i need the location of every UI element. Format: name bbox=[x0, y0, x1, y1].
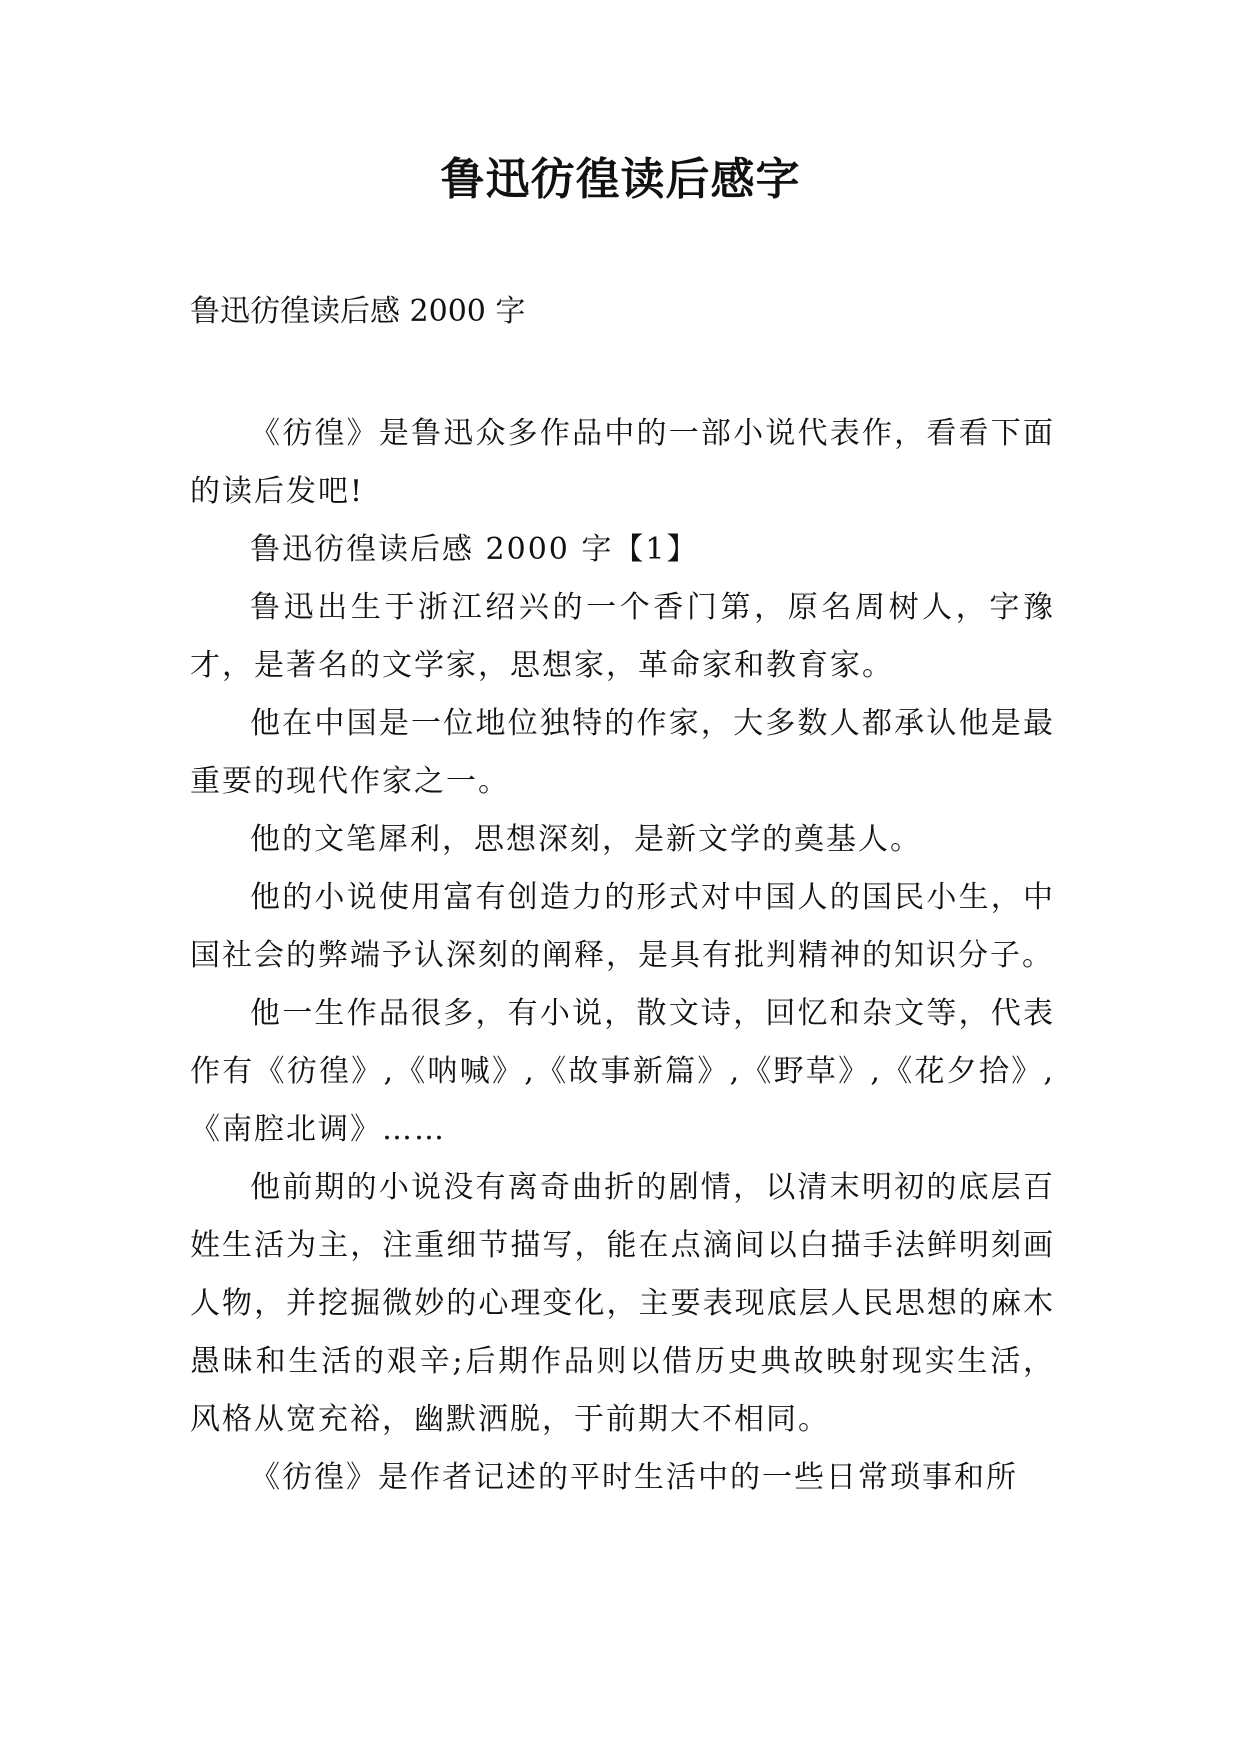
document-subtitle: 鲁迅彷徨读后感 2000 字 bbox=[190, 294, 526, 329]
paragraph: 《彷徨》是作者记述的平时生活中的一些日常琐事和所 bbox=[250, 1460, 1018, 1495]
paragraph: 他的小说使用富有创造力的形式对中国人的国民小生，中国社会的弊端予认深刻的阐释，是具有批判精神的知识分子。 bbox=[190, 880, 1055, 973]
paragraph: 他前期的小说没有离奇曲折的剧情，以清末明初的底层百姓生活为主，注重细节描写，能在点滴间以白描手法鲜明刻画人物，并挖掘微妙的心理变化，主要表现底层人民思想的麻木愚昧和生活的艰辛;后期作品则以借历史典故映射现实生活，风格从宽充裕，幽默洒脱，于前期大不相同。 bbox=[190, 1170, 1055, 1437]
paragraph: 《彷徨》是鲁迅众多作品中的一部小说代表作，看看下面的读后发吧! bbox=[190, 416, 1055, 509]
document-body bbox=[190, 405, 1055, 1507]
paragraph: 他的文笔犀利，思想深刻，是新文学的奠基人。 bbox=[250, 822, 922, 857]
section-heading: 鲁迅彷徨读后感 2000 字【1】 bbox=[250, 532, 699, 567]
paragraph: 鲁迅出生于浙江绍兴的一个香门第，原名周树人，字豫才，是著名的文学家，思想家，革命家和教育家。 bbox=[190, 590, 1055, 683]
paragraph: 他一生作品很多，有小说，散文诗，回忆和杂文等，代表作有《彷徨》,《呐喊》,《故事新篇》,《野草》,《花夕拾》,《南腔北调》…… bbox=[190, 996, 1055, 1147]
document-title: 鲁迅彷徨读后感字 bbox=[440, 154, 801, 205]
paragraph: 他在中国是一位地位独特的作家，大多数人都承认他是最重要的现代作家之一。 bbox=[190, 706, 1055, 799]
